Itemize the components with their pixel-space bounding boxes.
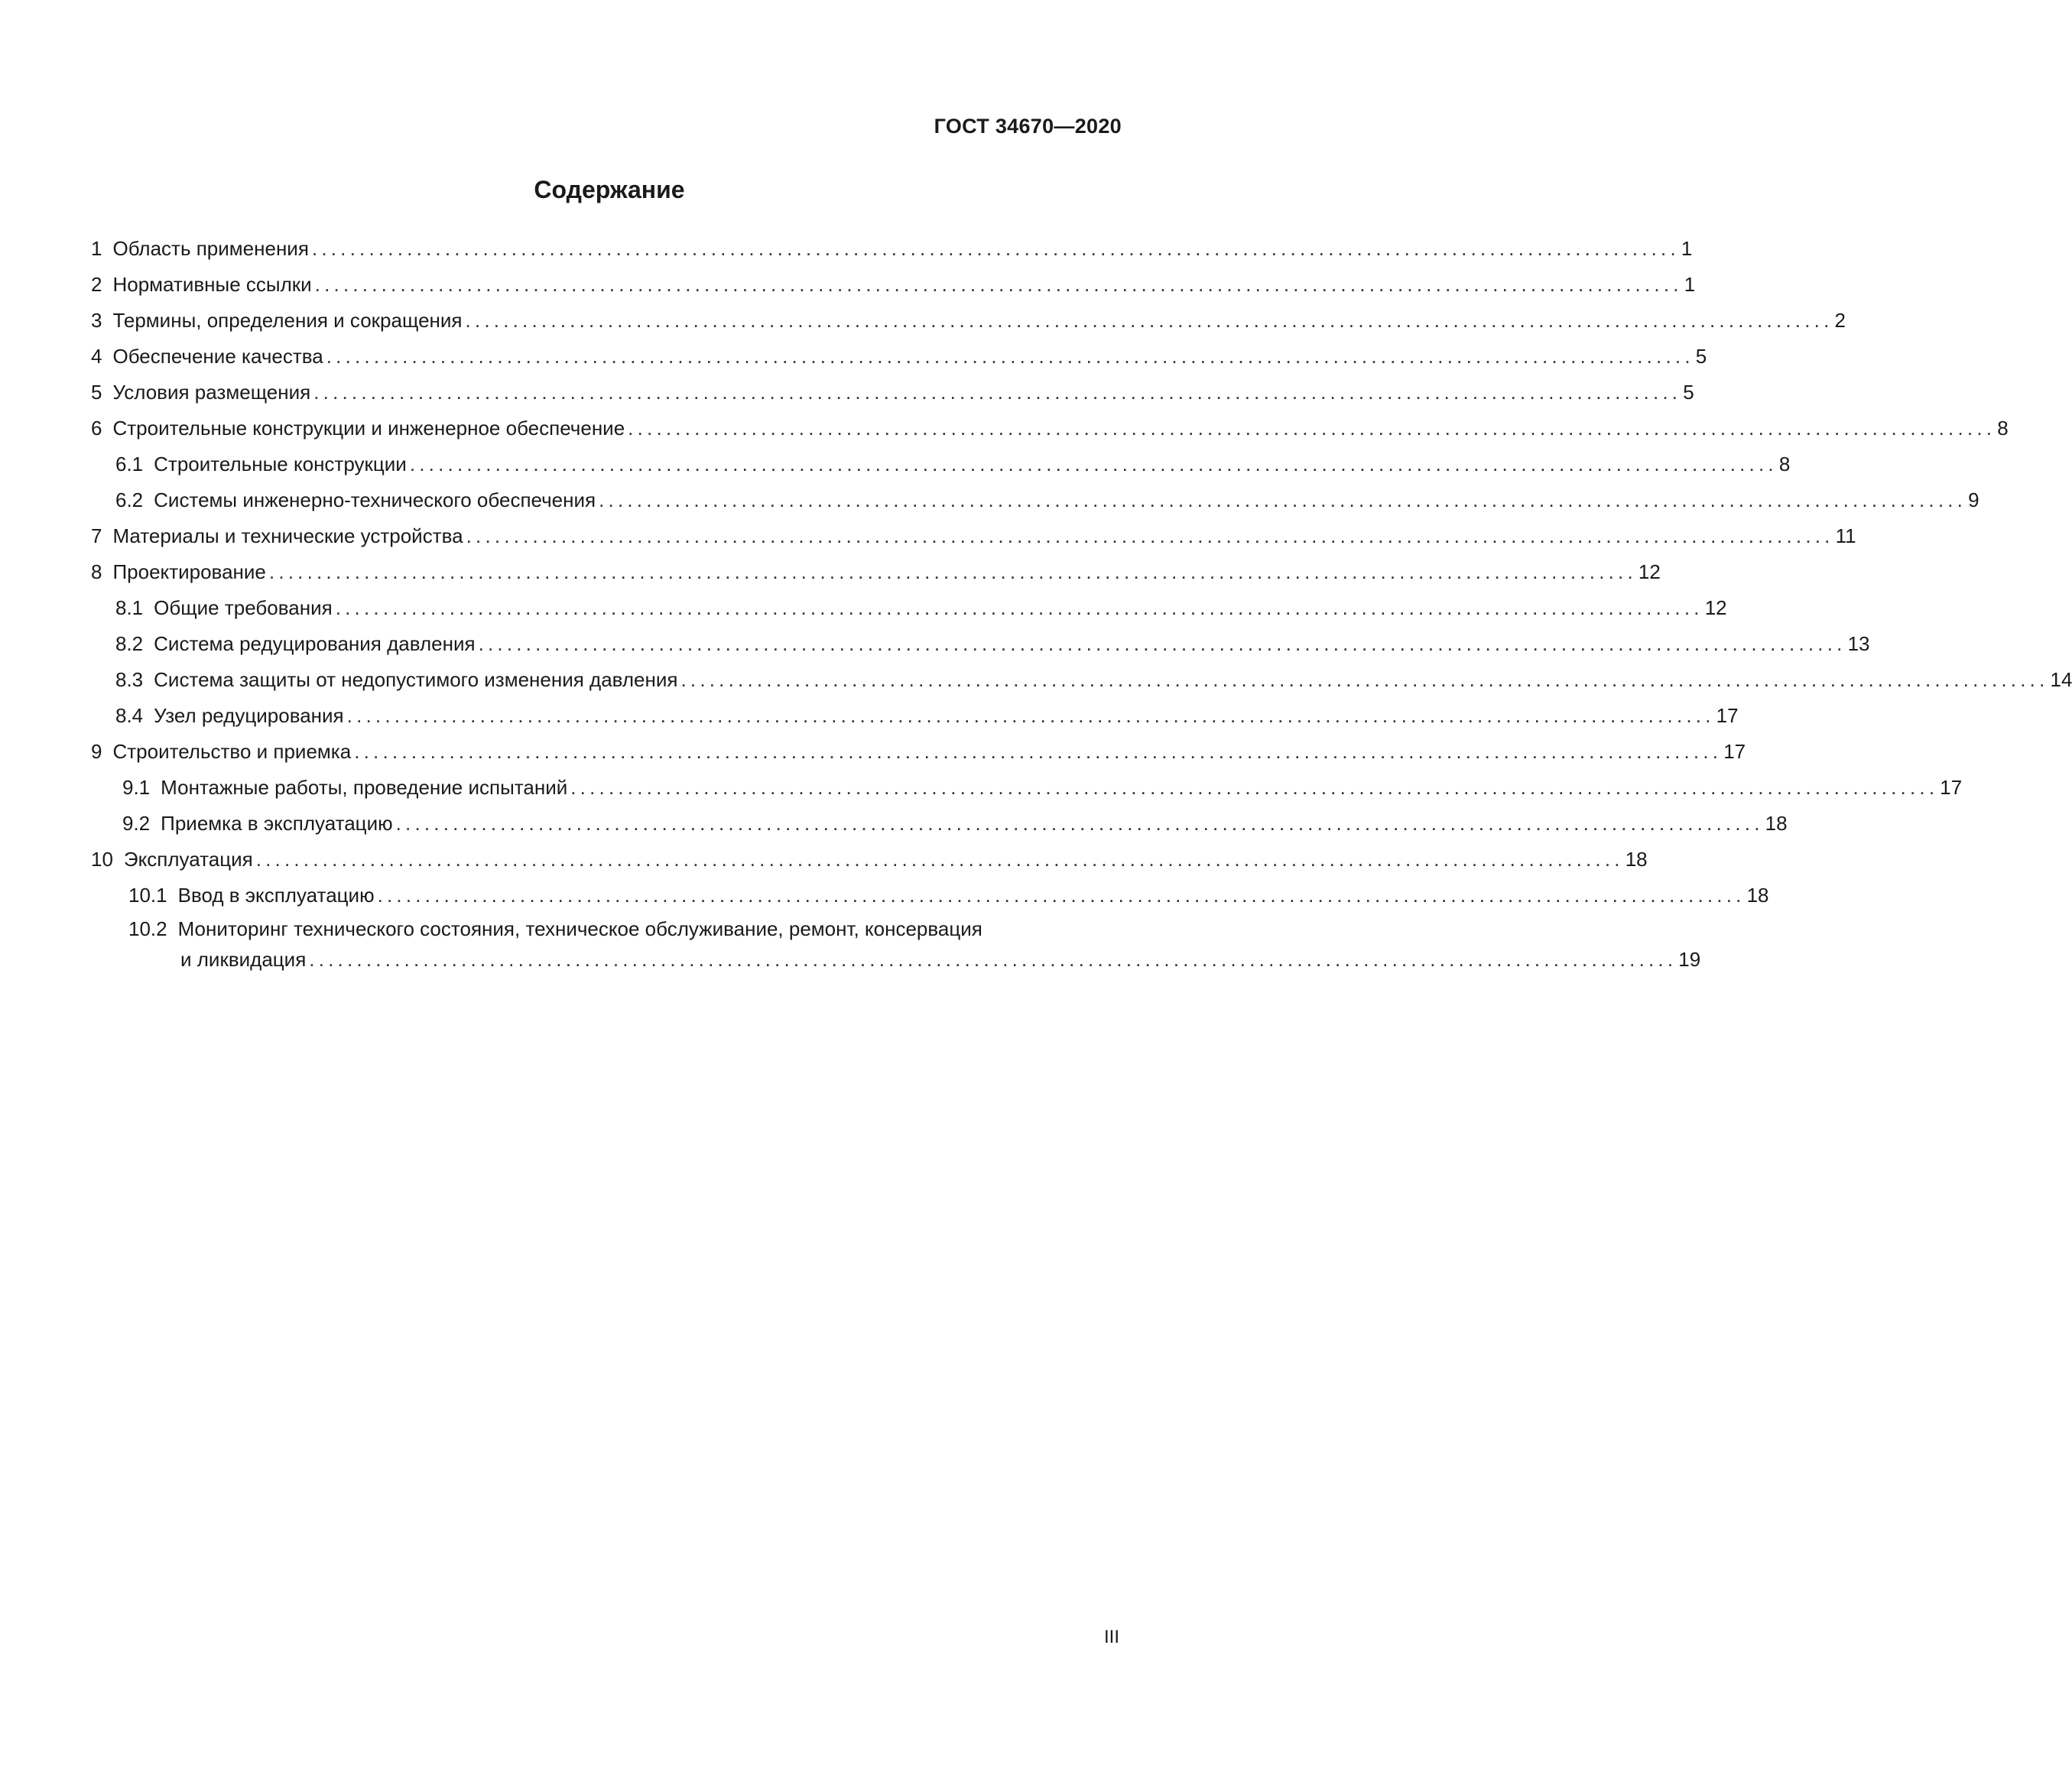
toc-text-continuation: и ликвидация bbox=[180, 948, 307, 971]
toc-number: 6.2 bbox=[115, 488, 144, 511]
toc-leader: ................................................................................................................................................ bbox=[326, 345, 1694, 368]
toc-number: 10 bbox=[91, 848, 113, 871]
toc-entry-9-2[interactable] bbox=[91, 806, 1788, 842]
toc-page: 18 bbox=[1625, 848, 1648, 871]
toc-text: Обеспечение качества bbox=[112, 345, 323, 368]
toc-leader: ................................................................................................................................................ bbox=[311, 237, 1680, 260]
toc-text: Монтажные работы, проведение испытаний bbox=[161, 776, 568, 799]
toc-title: Содержание bbox=[534, 176, 685, 203]
toc-number: 4 bbox=[91, 345, 102, 368]
toc-page: 5 bbox=[1683, 381, 1694, 404]
toc-leader: ................................................................................................................................................ bbox=[465, 309, 1833, 332]
toc-text: Строительные конструкции bbox=[154, 453, 407, 475]
toc-text: Термины, определения и сокращения bbox=[112, 309, 463, 332]
toc-leader: ................................................................................................................................................ bbox=[466, 524, 1834, 547]
toc-entry-4[interactable] bbox=[91, 339, 1707, 375]
toc-page: 18 bbox=[1746, 884, 1769, 907]
toc-page: 12 bbox=[1638, 560, 1661, 583]
toc-page: 17 bbox=[1723, 740, 1746, 763]
toc-text: Нормативные ссылки bbox=[112, 273, 312, 296]
toc-leader: ................................................................................................................................................ bbox=[680, 668, 2049, 691]
toc-text: Строительство и приемка bbox=[112, 740, 352, 763]
toc-number: 8.4 bbox=[115, 704, 144, 727]
toc-text: Узел редуцирования bbox=[154, 704, 344, 727]
toc-leader: ................................................................................................................................................ bbox=[409, 453, 1778, 475]
toc-entry-8-2[interactable] bbox=[91, 626, 1870, 662]
toc-entry-3[interactable] bbox=[91, 303, 1846, 339]
toc-entry-1[interactable] bbox=[91, 231, 1693, 267]
toc-leader: ................................................................................................................................................ bbox=[570, 776, 1939, 799]
toc-entry-9-1[interactable] bbox=[91, 770, 1963, 806]
toc-page: 1 bbox=[1681, 237, 1693, 260]
toc-page: 19 bbox=[1678, 948, 1701, 971]
toc-page: 5 bbox=[1695, 345, 1707, 368]
toc-page: 9 bbox=[1968, 488, 1979, 511]
toc-entry-10-2[interactable] bbox=[91, 913, 1125, 944]
toc-entry-10[interactable] bbox=[91, 842, 1648, 878]
toc-leader: ................................................................................................................................................ bbox=[313, 381, 1682, 404]
toc-leader: ................................................................................................................................................ bbox=[377, 884, 1746, 907]
toc-page: 8 bbox=[1997, 417, 2009, 440]
toc-page: 11 bbox=[1835, 524, 1856, 547]
toc-entry-2[interactable] bbox=[91, 267, 1696, 303]
toc-number: 8 bbox=[91, 560, 102, 583]
toc-leader: ................................................................................................................................................ bbox=[354, 740, 1723, 763]
toc-number: 6.1 bbox=[115, 453, 144, 475]
toc-entry-10-2-continuation[interactable] bbox=[91, 944, 1701, 980]
toc-text: Общие требования bbox=[154, 596, 333, 619]
toc-text: Системы инженерно-технического обеспечения bbox=[154, 488, 596, 511]
toc-page: 8 bbox=[1778, 453, 1791, 475]
toc-number: 8.3 bbox=[115, 668, 144, 691]
toc-text: Материалы и технические устройства bbox=[112, 524, 463, 547]
toc-entry-5[interactable] bbox=[91, 375, 1694, 410]
toc-text: Ввод в эксплуатацию bbox=[177, 884, 375, 907]
toc-text: Область применения bbox=[112, 237, 309, 260]
toc-leader: ................................................................................................................................................ bbox=[628, 417, 1996, 440]
toc-text: Эксплуатация bbox=[123, 848, 253, 871]
toc-entry-8-1[interactable] bbox=[91, 590, 1727, 626]
toc-number: 10.2 bbox=[128, 917, 167, 940]
toc-number: 3 bbox=[91, 309, 102, 332]
toc-number: 5 bbox=[91, 381, 102, 404]
toc-number: 8.1 bbox=[115, 596, 144, 619]
toc-text: Проектирование bbox=[112, 560, 266, 583]
toc-leader: ................................................................................................................................................ bbox=[314, 273, 1683, 296]
toc-page: 2 bbox=[1834, 309, 1846, 332]
toc-page: 17 bbox=[1716, 704, 1739, 727]
toc-text: Система защиты от недопустимого изменения давления bbox=[154, 668, 678, 691]
toc-leader: ................................................................................................................................................ bbox=[599, 488, 1967, 511]
toc-entry-10-1[interactable] bbox=[91, 878, 1769, 913]
page-number: III bbox=[1103, 1627, 1119, 1647]
document-code: ГОСТ 34670—2020 bbox=[934, 115, 1122, 138]
toc-leader: ................................................................................................................................................ bbox=[309, 948, 1677, 971]
toc-page: 17 bbox=[1940, 776, 1963, 799]
toc-text: Приемка в эксплуатацию bbox=[161, 812, 393, 835]
toc-text: Система редуцирования давления bbox=[154, 632, 476, 655]
toc-leader: ................................................................................................................................................ bbox=[335, 596, 1703, 619]
toc-page: 13 bbox=[1847, 632, 1870, 655]
toc-leader: ................................................................................................................................................ bbox=[395, 812, 1764, 835]
toc-entry-8-4[interactable] bbox=[91, 698, 1739, 734]
toc-number: 9.1 bbox=[122, 776, 151, 799]
toc-number: 10.1 bbox=[128, 884, 167, 907]
toc-entry-8[interactable] bbox=[91, 554, 1661, 590]
toc-entry-6-2[interactable] bbox=[91, 482, 1979, 518]
toc-number: 9 bbox=[91, 740, 102, 763]
toc-entry-9[interactable] bbox=[91, 734, 1746, 770]
toc-text: Строительные конструкции и инженерное обеспечение bbox=[112, 417, 625, 440]
toc-text: Условия размещения bbox=[112, 381, 311, 404]
toc-number: 2 bbox=[91, 273, 102, 296]
toc-entry-7[interactable] bbox=[91, 518, 1856, 554]
toc-entry-8-3[interactable] bbox=[91, 662, 2072, 698]
toc-number: 7 bbox=[91, 524, 102, 547]
toc-number: 9.2 bbox=[122, 812, 151, 835]
toc-page: 14 bbox=[2050, 668, 2072, 691]
table-of-contents bbox=[91, 231, 2072, 980]
toc-leader: ................................................................................................................................................ bbox=[268, 560, 1637, 583]
toc-page: 18 bbox=[1765, 812, 1788, 835]
toc-leader: ................................................................................................................................................ bbox=[346, 704, 1715, 727]
toc-page: 1 bbox=[1684, 273, 1696, 296]
toc-text: Мониторинг технического состояния, техническое обслуживание, ремонт, консервация bbox=[177, 917, 982, 940]
toc-entry-6[interactable] bbox=[91, 410, 2009, 446]
toc-leader: ................................................................................................................................................ bbox=[478, 632, 1846, 655]
toc-page: 12 bbox=[1704, 596, 1727, 619]
toc-number: 1 bbox=[91, 237, 102, 260]
toc-leader: ................................................................................................................................................ bbox=[255, 848, 1624, 871]
toc-number: 6 bbox=[91, 417, 102, 440]
toc-entry-6-1[interactable] bbox=[91, 446, 1791, 482]
toc-number: 8.2 bbox=[115, 632, 144, 655]
